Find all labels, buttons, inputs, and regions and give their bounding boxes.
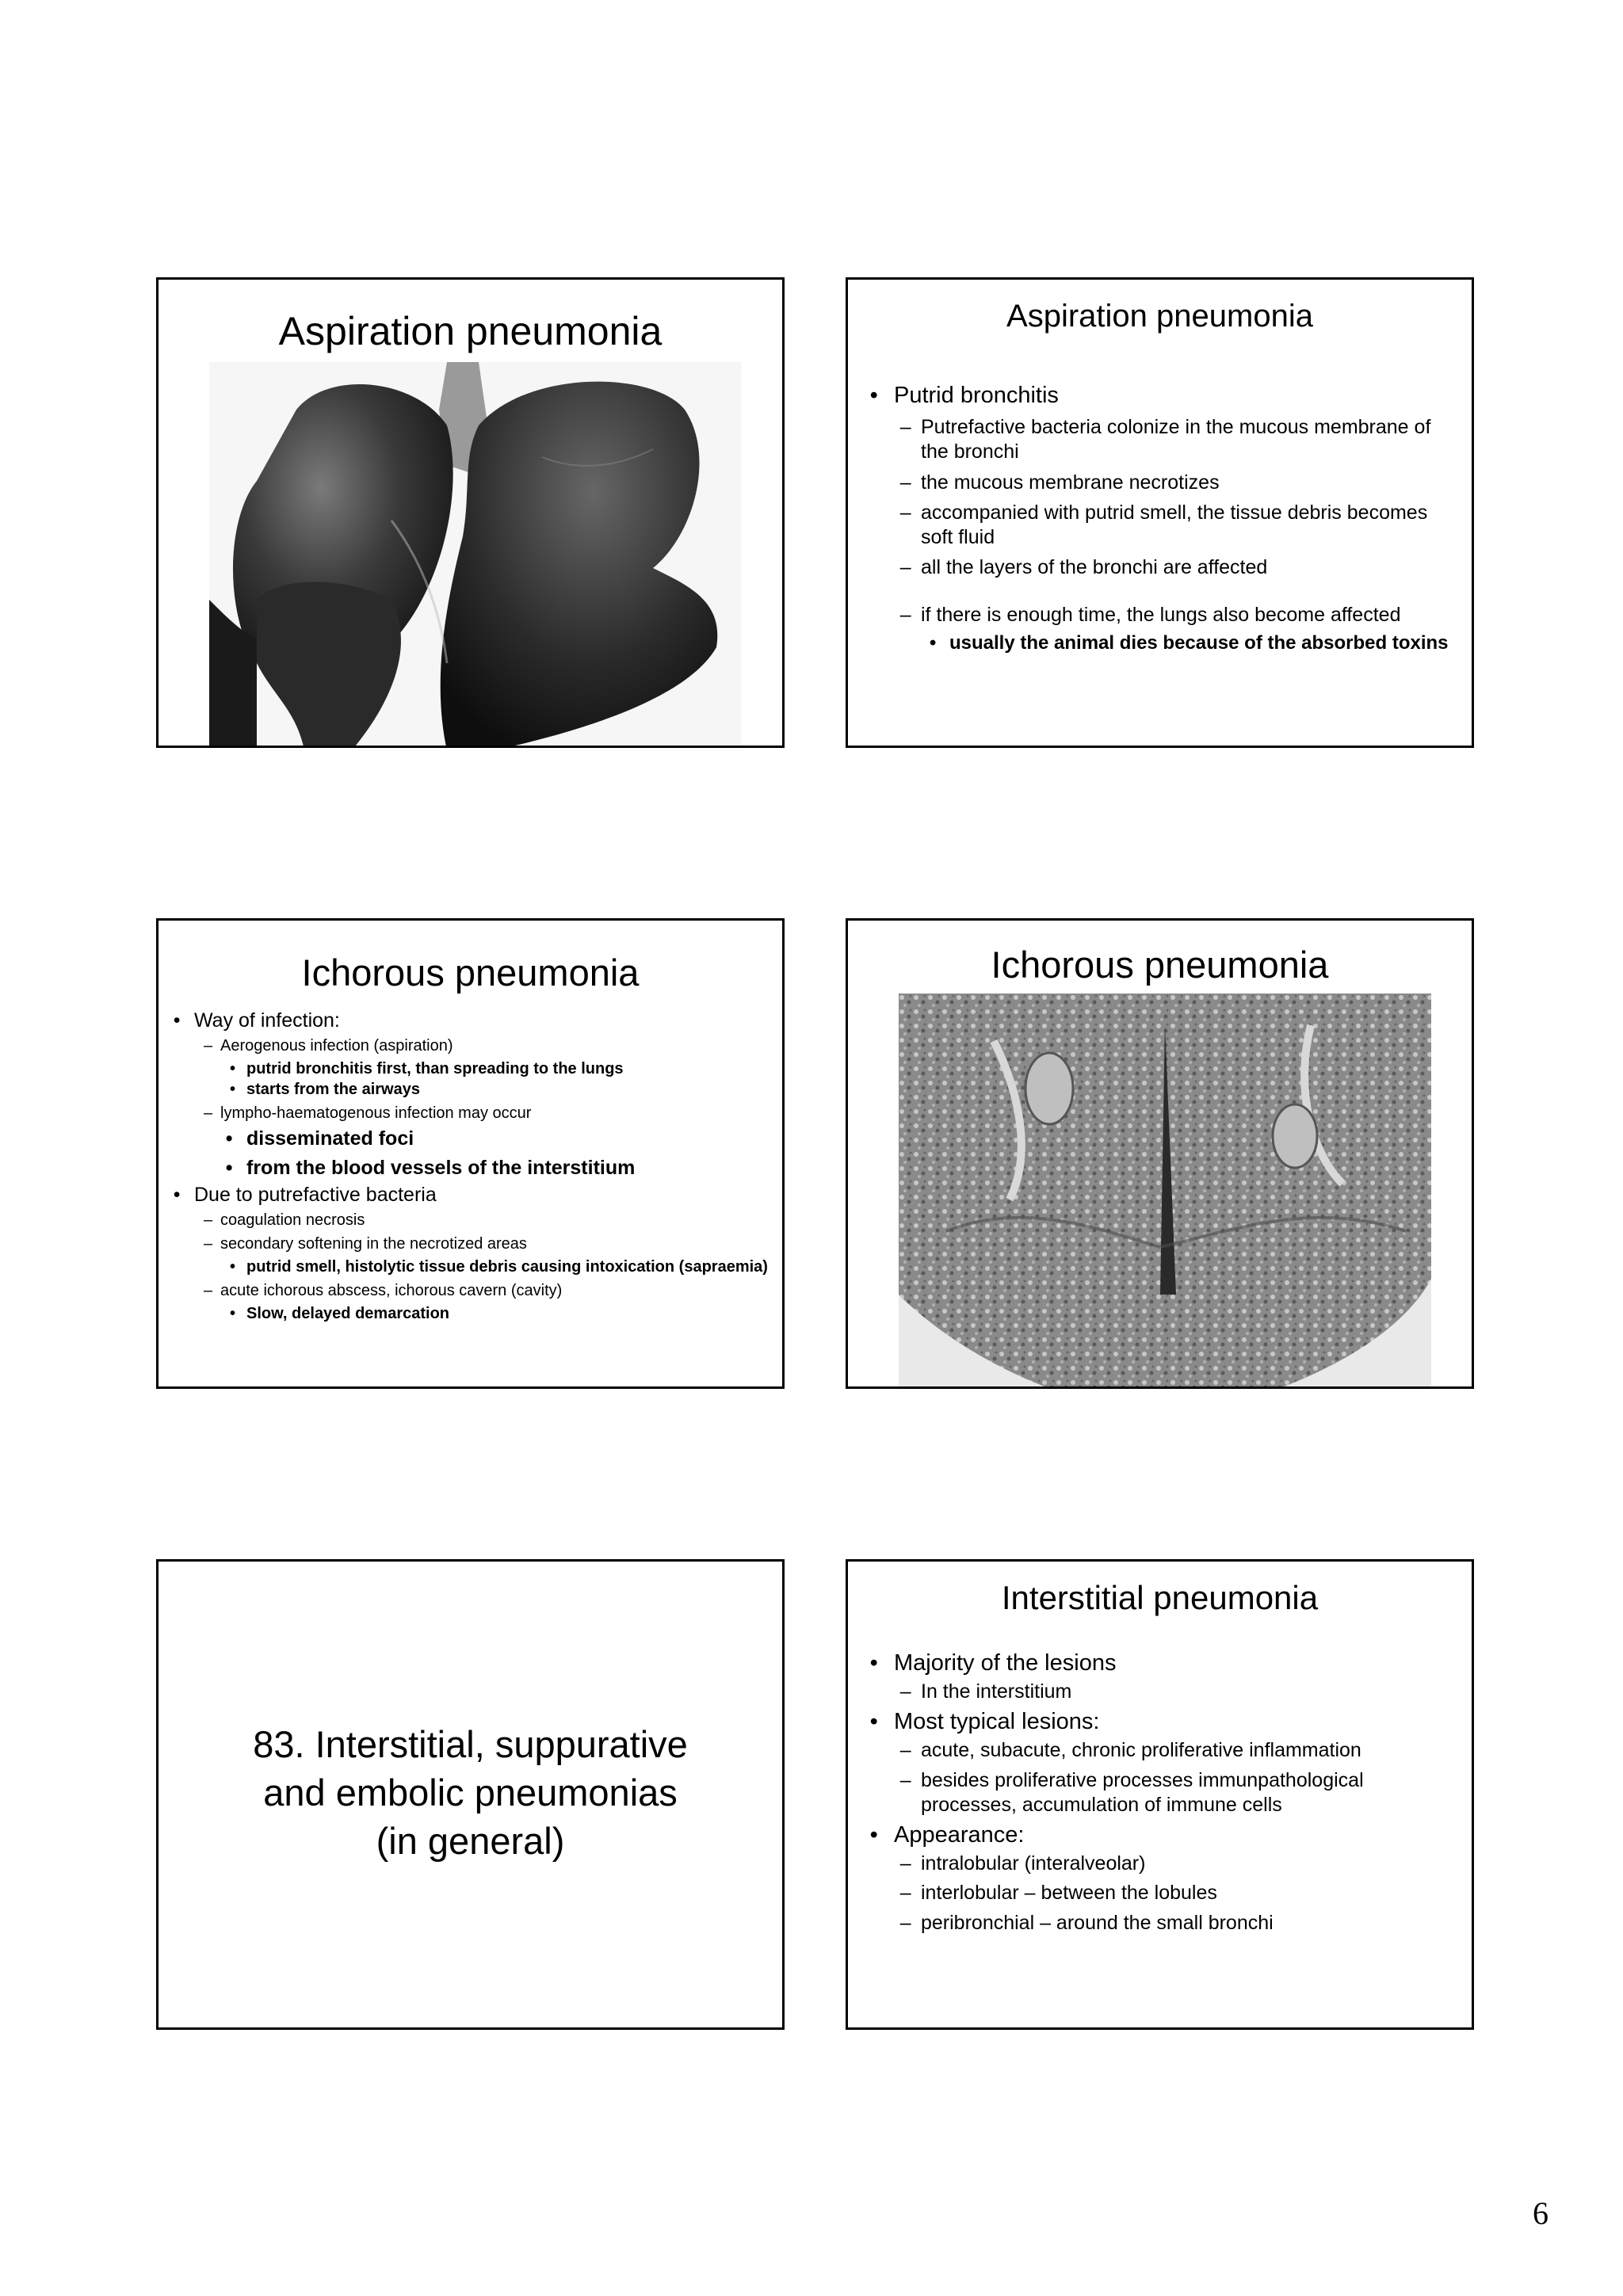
bullet-text: acute ichorous abscess, ichorous cavern (cavity) (220, 1282, 563, 1299)
bullet-appearance (894, 1822, 1457, 1936)
slide-title: Ichorous pneumonia (301, 952, 640, 994)
chapter-title-line: (in general) (376, 1820, 565, 1863)
bullet-text: all the layers of the bronchi are affected (921, 556, 1268, 579)
bullet-text: disseminated foci (246, 1127, 414, 1150)
sub-sub-bullet (246, 1126, 773, 1152)
bullet-list (894, 1650, 1457, 1940)
slide-aspiration-text (846, 277, 1474, 748)
sub-bullet (220, 1234, 773, 1277)
bullet-text: Most typical lesions: (894, 1709, 1100, 1735)
bullet-text: putrid bronchitis first, than spreading to the lungs (246, 1060, 624, 1077)
chapter-title-line: 83. Interstitial, suppurative (253, 1723, 688, 1765)
bullet-text: Aerogenous infection (aspiration) (220, 1037, 453, 1055)
sub-bullet (921, 555, 1457, 580)
sub-bullet (921, 1852, 1457, 1876)
slide-title: Aspiration pneumonia (1006, 299, 1313, 334)
bullet-text: Putrid bronchitis (894, 383, 1059, 408)
bullet-majority (894, 1650, 1457, 1704)
sub-bullet (921, 603, 1457, 655)
bullet-text: secondary softening in the necrotized areas (220, 1235, 527, 1253)
page-number: 6 (1533, 2195, 1549, 2231)
bullet-typical-lesions (894, 1709, 1457, 1817)
slide-chapter-title (156, 1559, 785, 2030)
lung-photo (209, 362, 742, 748)
slide-ichorous-photo (846, 918, 1474, 1389)
sub-sub-bullet (246, 1303, 773, 1324)
bullet-text: Majority of the lesions (894, 1650, 1117, 1676)
sub-sub-bullet (246, 1058, 773, 1079)
bullet-list (894, 383, 1457, 661)
sub-bullet (220, 1280, 773, 1324)
slide-interstitial-text (846, 1559, 1474, 2030)
bullet-text: from the blood vessels of the interstitium (246, 1156, 636, 1179)
bullet-text: coagulation necrosis (220, 1211, 365, 1229)
bullet-putrid-bronchitis (894, 383, 1457, 655)
chapter-title-line: and embolic pneumonias (263, 1772, 678, 1814)
bullet-list (194, 1009, 773, 1327)
bullet-text: the mucous membrane necrotizes (921, 471, 1220, 494)
bullet-text: usually the animal dies because of the absorbed toxins (949, 631, 1449, 654)
sub-sub-bullet (246, 1257, 773, 1277)
bullet-text: starts from the airways (246, 1081, 420, 1098)
bullet-text: besides proliferative processes immunpathological processes, accumulation of immune cells (921, 1768, 1364, 1816)
lung-section-photo (899, 994, 1431, 1389)
sub-bullet (921, 1881, 1457, 1905)
slide-title: Ichorous pneumonia (991, 944, 1329, 986)
sub-bullet (921, 415, 1457, 465)
slide-ichorous-text (156, 918, 785, 1389)
sub-bullet (921, 501, 1457, 551)
bullet-text: intralobular (interalveolar) (921, 1852, 1146, 1875)
bullet-text: accompanied with putrid smell, the tissue debris becomes soft fluid (921, 501, 1428, 548)
bullet-text: Appearance: (894, 1822, 1025, 1848)
sub-bullet (220, 1210, 773, 1230)
slide-title: Aspiration pneumonia (278, 309, 663, 353)
sub-bullet (921, 1680, 1457, 1704)
bullet-way-of-infection (194, 1009, 773, 1180)
bullet-putrefactive-bacteria (194, 1184, 773, 1324)
bullet-text: Way of infection: (194, 1009, 340, 1032)
sub-bullet (921, 1911, 1457, 1936)
sub-bullet (220, 1035, 773, 1100)
slide-aspiration-photo (156, 277, 785, 748)
bullet-text: if there is enough time, the lungs also become affected (921, 603, 1401, 626)
sub-bullet (921, 1768, 1457, 1818)
bullet-text: Due to putrefactive bacteria (194, 1184, 437, 1206)
sub-sub-bullet (246, 1079, 773, 1100)
bullet-text: Putrefactive bacteria colonize in the mucous membrane of the bronchi (921, 416, 1431, 463)
bullet-text: interlobular – between the lobules (921, 1882, 1217, 1905)
sub-bullet (921, 1738, 1457, 1763)
bullet-text: Slow, delayed demarcation (246, 1305, 450, 1322)
sub-bullet (220, 1103, 773, 1180)
sub-bullet (921, 471, 1457, 495)
bullet-text: peribronchial – around the small bronchi (921, 1911, 1274, 1934)
bullet-text: In the interstitium (921, 1680, 1072, 1703)
bullet-text: acute, subacute, chronic proliferative inflammation (921, 1739, 1361, 1762)
sub-sub-bullet (949, 631, 1457, 655)
chapter-title (190, 1720, 750, 1865)
slide-title: Interstitial pneumonia (1001, 1579, 1319, 1616)
bullet-text: putrid smell, histolytic tissue debris causing intoxication (sapraemia) (246, 1258, 768, 1276)
sub-sub-bullet (246, 1155, 773, 1181)
bullet-text: lympho-haematogenous infection may occur (220, 1104, 532, 1122)
